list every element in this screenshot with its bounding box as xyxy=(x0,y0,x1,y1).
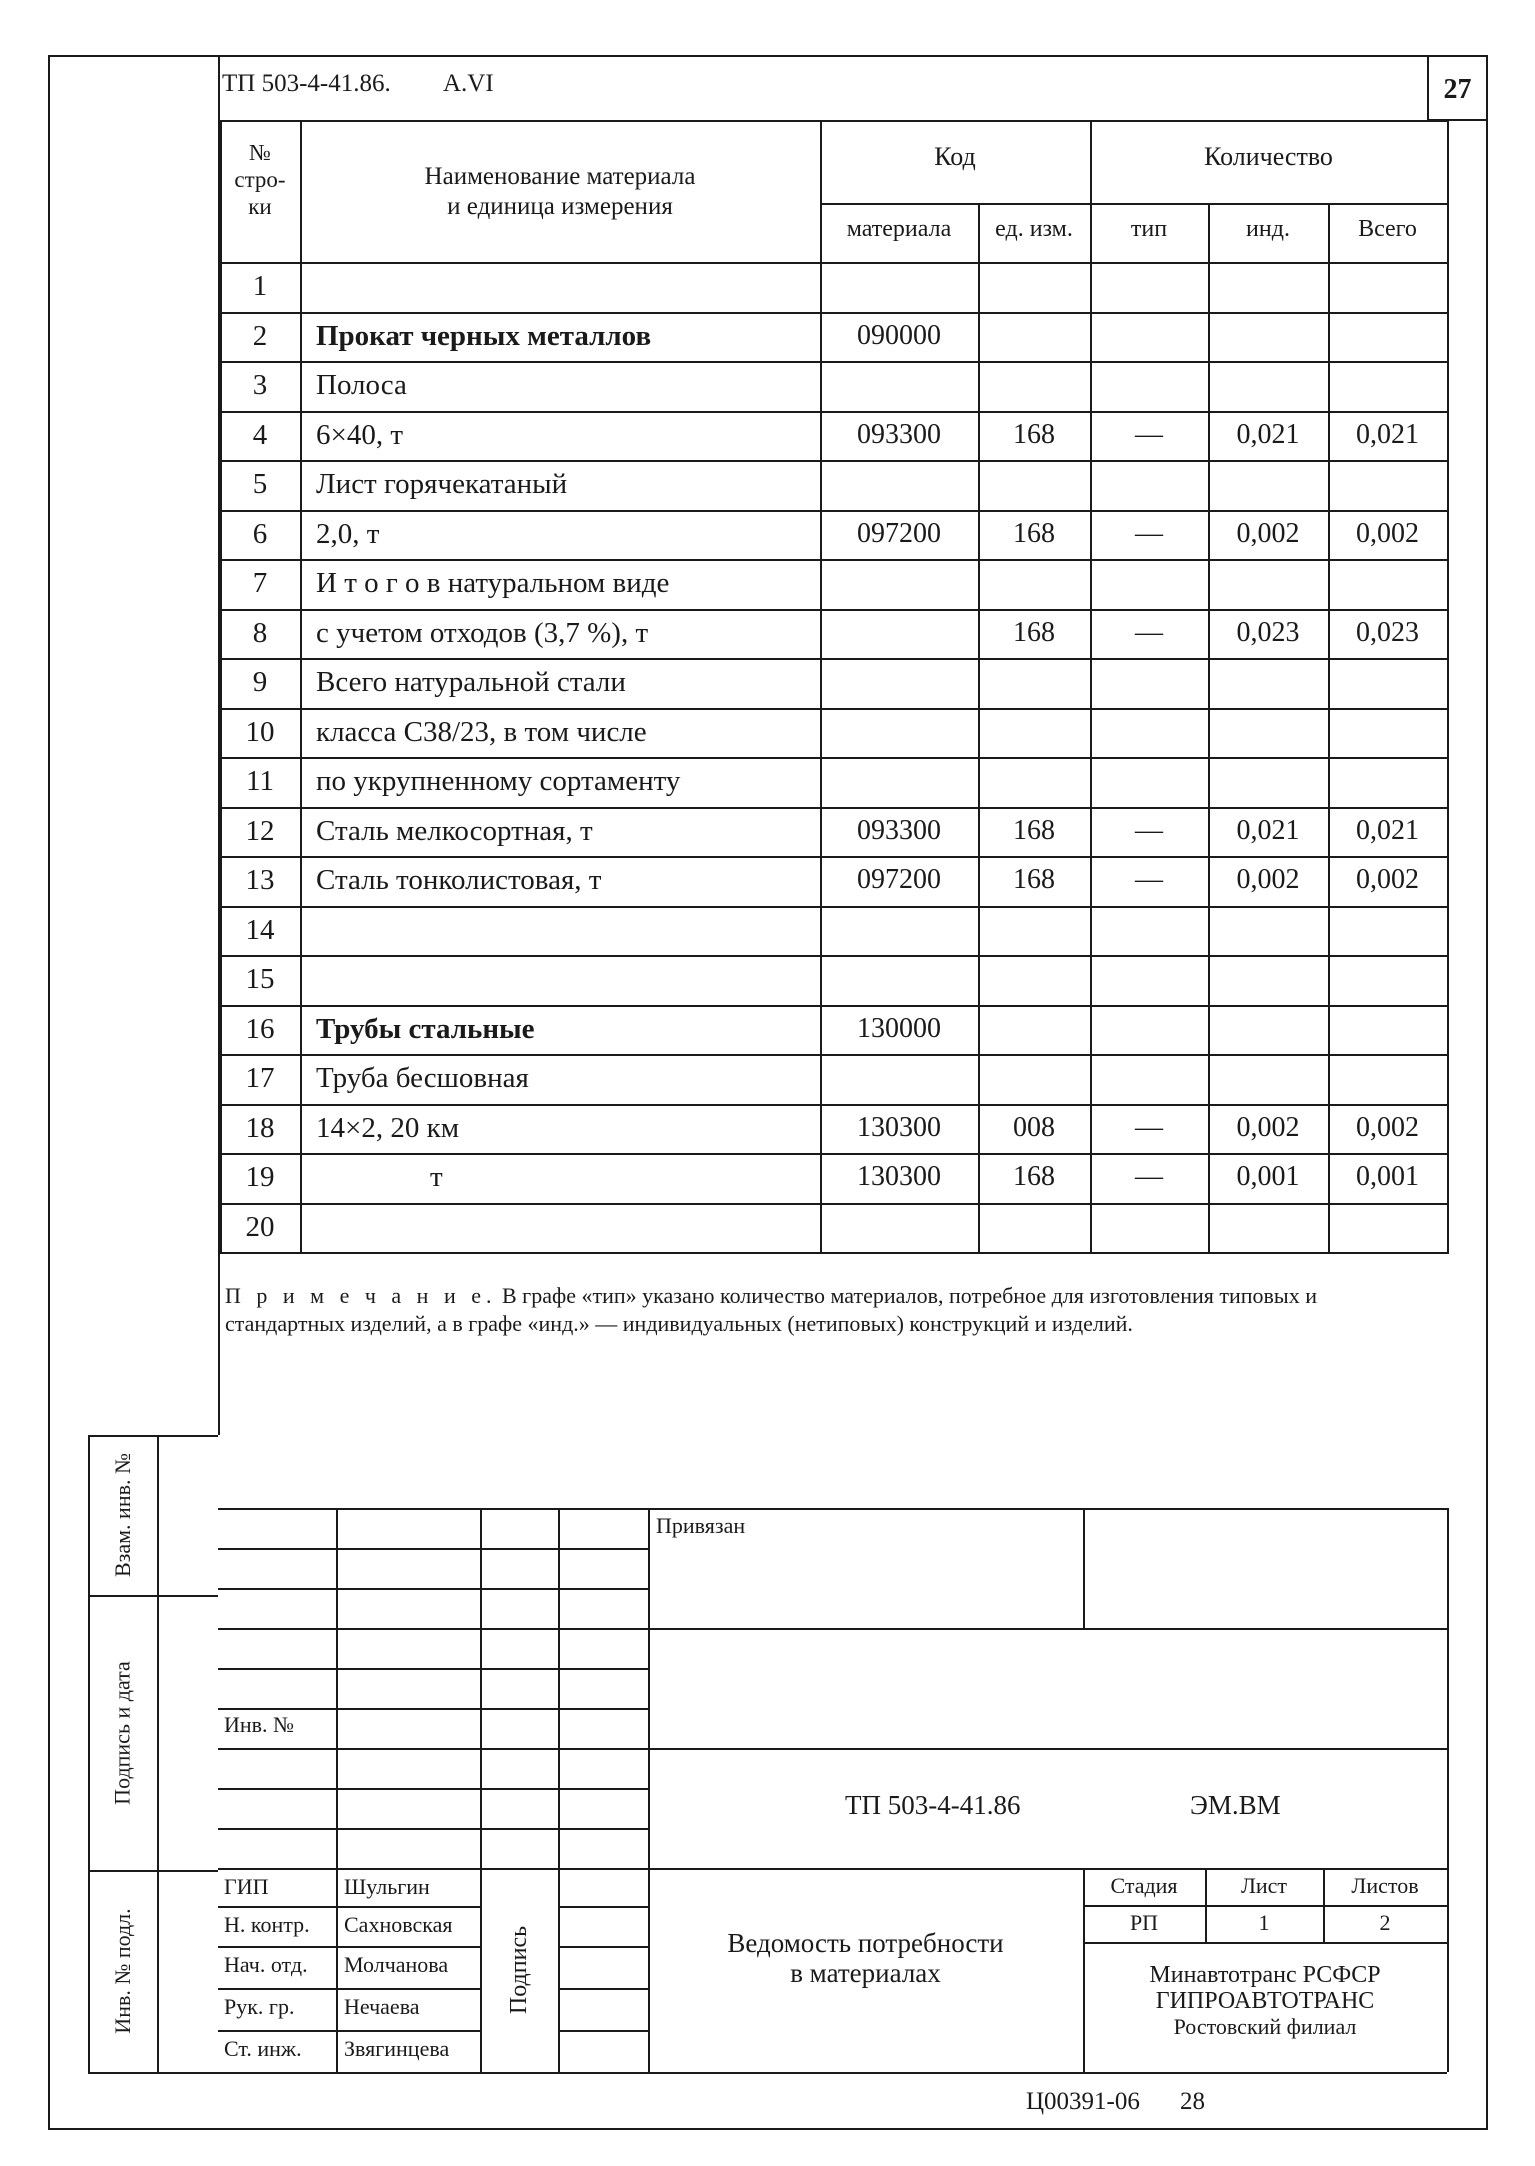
row-qty-total: 0,001 xyxy=(1356,1161,1419,1192)
row-qty-ind: 0,002 xyxy=(1236,864,1300,895)
tb-left-row xyxy=(218,1628,648,1630)
tb-sheets-label: Листов xyxy=(1351,1873,1419,1898)
row-number: 6 xyxy=(252,517,268,550)
tb-inv-no-label: Инв. № xyxy=(224,1712,295,1737)
row-qty-total: 0,002 xyxy=(1356,517,1419,549)
tb-left-row xyxy=(218,1548,648,1550)
row-qty-total: 0,002 xyxy=(1356,864,1419,895)
tb-role-name: Шульгин xyxy=(344,1874,430,1899)
row-material-name: Сталь мелкосортная, т xyxy=(316,814,593,847)
row-qty-ind: 0,021 xyxy=(1236,814,1300,846)
tb-sep xyxy=(648,1748,1447,1750)
row-material-name: 2,0, т xyxy=(316,517,380,550)
col-header-code-material: материала xyxy=(846,216,952,242)
table-row xyxy=(220,1203,1447,1253)
page-number: 27 xyxy=(1443,74,1472,105)
row-qty-typ: — xyxy=(1135,864,1163,895)
row-qty-ind: 0,002 xyxy=(1236,1111,1300,1143)
tb-priv-split xyxy=(1083,1508,1085,1628)
row-number: 19 xyxy=(245,1161,275,1193)
tb-stage-label: Стадия xyxy=(1110,1873,1178,1898)
note xyxy=(225,1282,1445,1338)
tb-col xyxy=(558,1508,560,1868)
tb-bottom xyxy=(218,2072,1447,2074)
row-number: 20 xyxy=(245,1210,275,1243)
row-number: 8 xyxy=(252,616,268,649)
row-code-material: 097200 xyxy=(857,517,941,549)
row-number: 7 xyxy=(252,567,268,599)
row-code-unit: 168 xyxy=(1013,1161,1055,1192)
tb-role-label: ГИП xyxy=(224,1874,269,1899)
col-header-quantity: Количество xyxy=(1204,142,1333,171)
row-qty-ind: 0,001 xyxy=(1236,1161,1300,1192)
row-material-name: класса С38/23, в том числе xyxy=(316,715,647,748)
header-album: А.VI xyxy=(443,70,494,97)
row-number: 14 xyxy=(245,913,275,946)
tb-sheet-value: 1 xyxy=(1258,1910,1270,1935)
col-header-name: и единица измерения xyxy=(447,193,673,220)
row-qty-typ: — xyxy=(1135,517,1163,549)
tb-doc-title-1: Ведомость потребности xyxy=(727,1928,1004,1958)
stamp-vzam-label: Взам. инв. № xyxy=(109,1453,135,1577)
row-code-material: 090000 xyxy=(857,319,941,351)
row-code-unit: 168 xyxy=(1013,418,1055,450)
tb-sig-row xyxy=(218,1988,480,1990)
tb-sig-row xyxy=(218,1946,480,1948)
tb-col xyxy=(480,1508,482,1868)
col-header-row-no: № xyxy=(249,140,271,165)
tb-role-label: Ст. инж. xyxy=(224,2036,302,2061)
tb-sig-row xyxy=(558,1946,648,1948)
stamp-left xyxy=(88,1435,90,2072)
col-header-qty-ind: инд. xyxy=(1246,216,1290,242)
col-header-code-unit: ед. изм. xyxy=(995,216,1073,242)
tb-designation-code: ТП 503-4-41.86 xyxy=(845,1790,1021,1820)
tb-sig-row xyxy=(558,2030,648,2032)
row-material-name: Всего натуральной стали xyxy=(316,666,626,698)
row-number: 1 xyxy=(252,270,268,302)
row-qty-typ: — xyxy=(1135,1161,1163,1192)
tb-privyazan-label: Привязан xyxy=(656,1513,746,1538)
footer-page: 28 xyxy=(1180,2088,1205,2115)
row-code-material: 130300 xyxy=(857,1111,941,1143)
tb-org-3: Ростовский филиал xyxy=(1173,2014,1357,2039)
tb-podpis-vertical: Подпись xyxy=(506,1925,532,2015)
row-material-name: Прокат черных металлов xyxy=(316,319,652,352)
table-header-mid xyxy=(820,203,1447,205)
tb-designation-suffix: ЭМ.ВМ xyxy=(1190,1790,1281,1820)
stamp-podpis-data-label: Подпись и дата xyxy=(109,1660,135,1805)
row-number: 11 xyxy=(246,765,274,797)
row-material-name: Труба бесшовная xyxy=(316,1062,529,1094)
stamp-bottom xyxy=(88,2072,218,2074)
table-row xyxy=(220,955,1447,1005)
tb-stage-value: РП xyxy=(1129,1910,1159,1935)
row-material-name: Трубы стальные xyxy=(316,1012,535,1045)
table-right-border xyxy=(1447,120,1449,1254)
stamp-inv-podl-label: Инв. № подл. xyxy=(109,1908,135,2034)
table-top-border xyxy=(220,120,1447,122)
tb-col xyxy=(336,1868,338,2072)
row-code-unit: 168 xyxy=(1013,517,1055,549)
row-number: 2 xyxy=(252,319,268,352)
tb-sig-row xyxy=(558,1906,648,1908)
row-number: 10 xyxy=(245,715,275,748)
tb-sheet-label: Лист xyxy=(1240,1873,1288,1898)
tb-role-label: Рук. гр. xyxy=(224,1994,295,2019)
row-number: 13 xyxy=(245,864,275,896)
row-qty-ind: 0,023 xyxy=(1236,616,1300,648)
row-qty-typ: — xyxy=(1135,814,1163,846)
row-qty-total: 0,021 xyxy=(1356,814,1419,846)
tb-org-2: ГИПРОАВТОТРАНС xyxy=(1155,1988,1375,2014)
row-code-material: 093300 xyxy=(857,814,941,846)
tb-sig-row xyxy=(558,1988,648,1990)
row-material-name: с учетом отходов (3,7 %), т xyxy=(316,616,649,649)
tb-left-row xyxy=(218,1828,648,1830)
row-material-name: Лист горячекатаный xyxy=(316,468,568,500)
tb-sep xyxy=(648,1628,1447,1630)
row-material-name: по укрупненному сортаменту xyxy=(316,765,681,797)
row-material-name: Сталь тонколистовая, т xyxy=(316,864,602,896)
tb-role-name: Звягинцева xyxy=(344,2036,450,2061)
row-code-material: 130000 xyxy=(857,1012,941,1044)
tb-left-row xyxy=(218,1708,648,1710)
tb-right xyxy=(1447,1508,1449,2072)
row-material-name: 6×40, т xyxy=(316,418,404,451)
row-number: 16 xyxy=(245,1012,275,1045)
row-material-name: Полоса xyxy=(316,369,407,401)
row-code-material: 097200 xyxy=(857,864,941,895)
row-qty-ind: 0,021 xyxy=(1236,418,1300,450)
row-code-unit: 168 xyxy=(1013,864,1055,895)
note-label: П р и м е ч а н и е. xyxy=(225,1283,497,1308)
row-code-unit: 168 xyxy=(1013,616,1055,648)
tb-left-row xyxy=(218,1668,648,1670)
row-border xyxy=(220,1252,1447,1254)
row-code-material: 093300 xyxy=(857,418,941,450)
row-number: 5 xyxy=(252,468,268,500)
row-material-name: т xyxy=(430,1161,443,1193)
tb-sig-row xyxy=(218,2030,480,2032)
row-number: 15 xyxy=(245,963,275,995)
tb-sheets-value: 2 xyxy=(1379,1910,1391,1935)
row-qty-typ: — xyxy=(1135,418,1163,450)
tb-top xyxy=(218,1508,1447,1510)
row-number: 3 xyxy=(252,369,268,401)
col-header-row-no: стро- xyxy=(234,167,286,192)
tb-sig-row xyxy=(218,1906,480,1908)
table-row xyxy=(220,262,1447,312)
table-row xyxy=(220,906,1447,956)
tb-role-name: Нечаева xyxy=(344,1994,420,2019)
note-text-1: В графе «тип» указано количество материалов, потребное для изготовления типовых и xyxy=(496,1283,1317,1308)
tb-role-label: Н. контр. xyxy=(224,1912,310,1937)
row-material-name: И т о г о в натуральном виде xyxy=(316,567,670,599)
stamp-mid xyxy=(157,1435,159,2072)
tb-col xyxy=(558,1868,560,2072)
tb-org-1: Минавтотранс РСФСР xyxy=(1149,1962,1381,1988)
row-qty-total: 0,002 xyxy=(1356,1111,1419,1143)
col-header-qty-total: Всего xyxy=(1358,216,1417,242)
row-number: 17 xyxy=(245,1062,275,1094)
tb-doc-title-2: в материалах xyxy=(790,1958,941,1988)
col-header-name: Наименование материала xyxy=(424,163,696,190)
tb-role-name: Молчанова xyxy=(344,1952,449,1977)
tb-stage-row xyxy=(1083,1905,1447,1907)
tb-role-label: Нач. отд. xyxy=(224,1952,308,1977)
col-header-qty-typ: тип xyxy=(1130,216,1168,242)
tb-col xyxy=(480,1868,482,2072)
row-code-material: 130300 xyxy=(857,1161,941,1192)
tb-left-row xyxy=(218,1788,648,1790)
col-header-row-no: ки xyxy=(248,194,272,219)
footer-code: Ц00391-06 xyxy=(1026,2088,1140,2115)
row-number: 4 xyxy=(252,418,268,451)
tb-left-row xyxy=(218,1588,648,1590)
col-header-code: Код xyxy=(934,142,976,171)
row-number: 18 xyxy=(245,1111,275,1144)
row-material-name: 14×2, 20 км xyxy=(316,1111,460,1144)
row-code-unit: 008 xyxy=(1013,1111,1055,1143)
tb-sig-top xyxy=(218,1868,1447,1870)
row-qty-typ: — xyxy=(1135,1111,1163,1143)
note-text-2: стандартных изделий, а в графе «инд.» — индивидуальных (нетиповых) конструкций и изделий. xyxy=(225,1311,1133,1336)
tb-stage-row xyxy=(1083,1942,1447,1944)
row-code-unit: 168 xyxy=(1013,814,1055,846)
row-qty-total: 0,021 xyxy=(1356,418,1419,450)
tb-left-row xyxy=(218,1748,648,1750)
tb-role-name: Сахновская xyxy=(344,1912,453,1937)
row-number: 9 xyxy=(252,666,268,698)
row-qty-ind: 0,002 xyxy=(1236,517,1300,549)
tb-col xyxy=(336,1508,338,1868)
row-qty-typ: — xyxy=(1135,616,1163,648)
header-doc-code: ТП 503-4-41.86. xyxy=(222,70,391,97)
row-qty-total: 0,023 xyxy=(1356,616,1419,648)
row-number: 12 xyxy=(245,814,275,847)
